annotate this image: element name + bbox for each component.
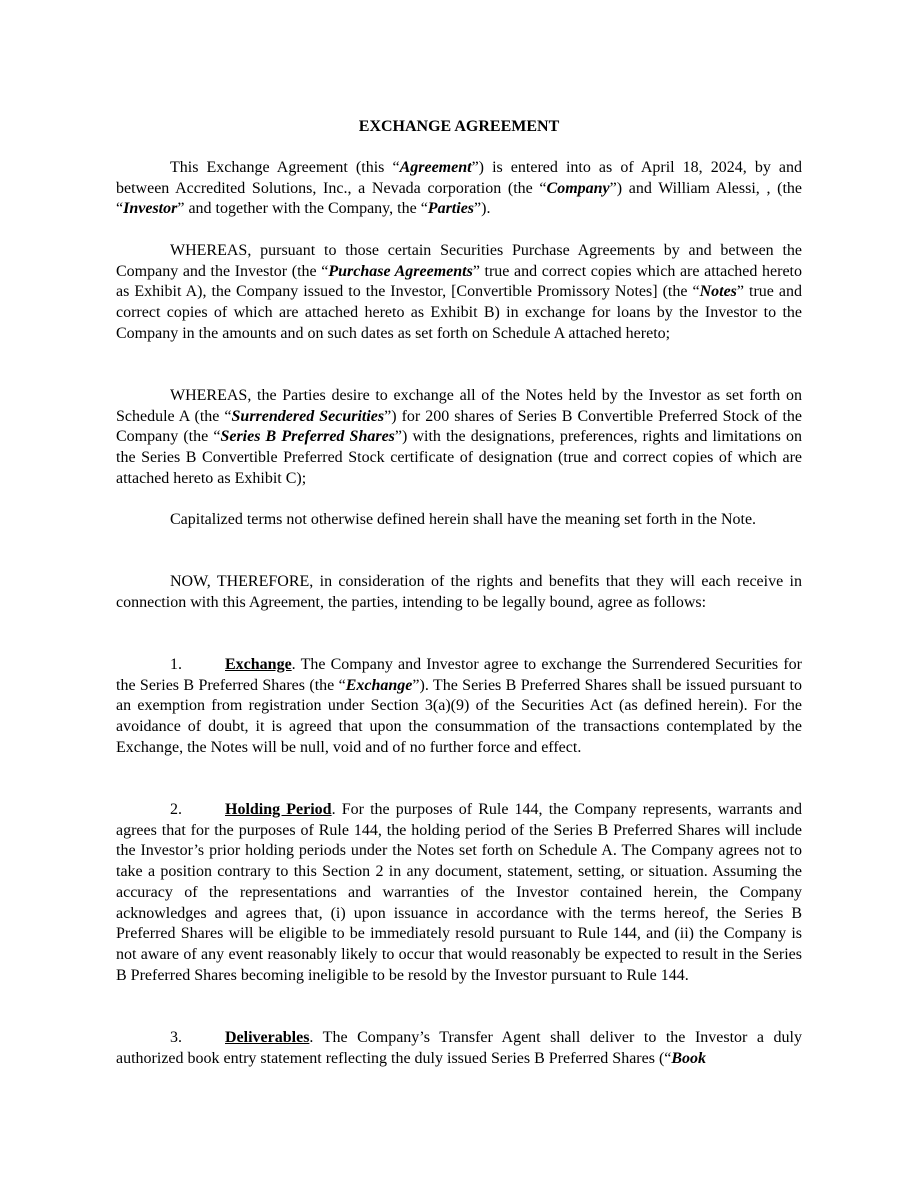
section-1-exchange: 1. Exchange. The Company and Investor agree to exchange the Surrendered Securities for the Series B Preferred Shares (the “Exchange”). The Series B Preferred Shares shall be issued pursuant to an exemption from registration under Section 3(a)(9) of the Securities Act (as defined herein). For the avoidance of doubt, it is agreed that upon the consummation of the transactions contemplated by the Exchange, the Notes will be null, void and of no further force and effect. [116,656,803,756]
section-number: 1. [170,656,182,673]
section-heading: Exchange [225,656,292,673]
section-number: 3. [170,1029,182,1046]
section-heading: Deliverables [225,1029,310,1046]
now-therefore-paragraph: NOW, THEREFORE, in consideration of the rights and benefits that they will each receive in connection with this Agreement, the parties, intending to be legally bound, agree as follows: [116,573,802,611]
defined-term-surrendered-securities: Surrendered Securities [231,407,385,425]
defined-term-notes: Notes [699,283,737,301]
capitalized-terms-paragraph: Capitalized terms not otherwise defined herein shall have the meaning set forth in the Note. [170,511,757,528]
defined-term-purchase-agreements: Purchase Agreements [328,262,473,280]
section-number: 2. [170,801,182,818]
section-heading: Holding Period [225,801,332,818]
whereas-paragraph-1: WHEREAS, pursuant to those certain Securities Purchase Agreements by and between the Company and the Investor (the “Purchase Agreements” true and correct copies which are attached hereto as Exhibit A), the Company issued to the Investor, [Convertible Promissory Notes] (the “Notes” true and correct copies of which are attached hereto as Exhibit B) in exchange for loans by the Investor to the Company in the amounts and on such dates as set forth on Schedule A attached hereto; [116,242,802,342]
section-2-holding-period: 2. Holding Period. For the purposes of Rule 144, the Company represents, warrants and agrees that for the purposes of Rule 144, the holding period of the Series B Preferred Shares will include the Investor’s prior holding periods under the Notes set forth on Schedule A. The Company agrees not to take a position contrary to this Section 2 in any document, statement, setting, or situation. Assuming the accuracy of the representations and warranties of the Investor contained herein, the Company acknowledges and agrees that, (i) upon issuance in accordance with the terms hereof, the Series B Preferred Shares will be eligible to be immediately resold pursuant to Rule 144, and (ii) the Company is not aware of any event reasonably likely to occur that would reasonably be expected to result in the Series B Preferred Shares becoming ineligible to be resold by the Investor pursuant to Rule 144. [116,801,803,984]
document-title: EXCHANGE AGREEMENT [358,118,560,135]
section-3-deliverables: 3. Deliverables. The Company’s Transfer Agent shall deliver to the Investor a duly authorized book entry statement reflecting the duly issued Series B Preferred Shares (“Book [116,1029,802,1067]
defined-term-book: Book [671,1049,707,1067]
defined-term-parties: Parties [427,200,475,218]
defined-term-investor: Investor [123,200,178,218]
defined-term-series-b-preferred-shares: Series B Preferred Shares [220,428,395,446]
intro-paragraph: This Exchange Agreement (this “Agreement”) is entered into as of April 18, 2024, by and between Accredited Solutions, Inc., a Nevada corporation (the “Company”) and William Alessi, , (the “Investor” and together with the Company, the “Parties”). [116,159,803,218]
defined-term-agreement: Agreement [399,159,472,176]
whereas-paragraph-2: WHEREAS, the Parties desire to exchange all of the Notes held by the Investor as set forth on Schedule A (the “Surrendered Securities”) for 200 shares of Series B Convertible Preferred Stock of the Company (the “Series B Preferred Shares”) with the designations, preferences, rights and limitations on the Series B Convertible Preferred Stock certificate of designation (true and correct copies of which are attached hereto as Exhibit C); [116,387,803,487]
defined-term-company: Company [546,179,610,197]
defined-term-exchange: Exchange [345,676,413,694]
